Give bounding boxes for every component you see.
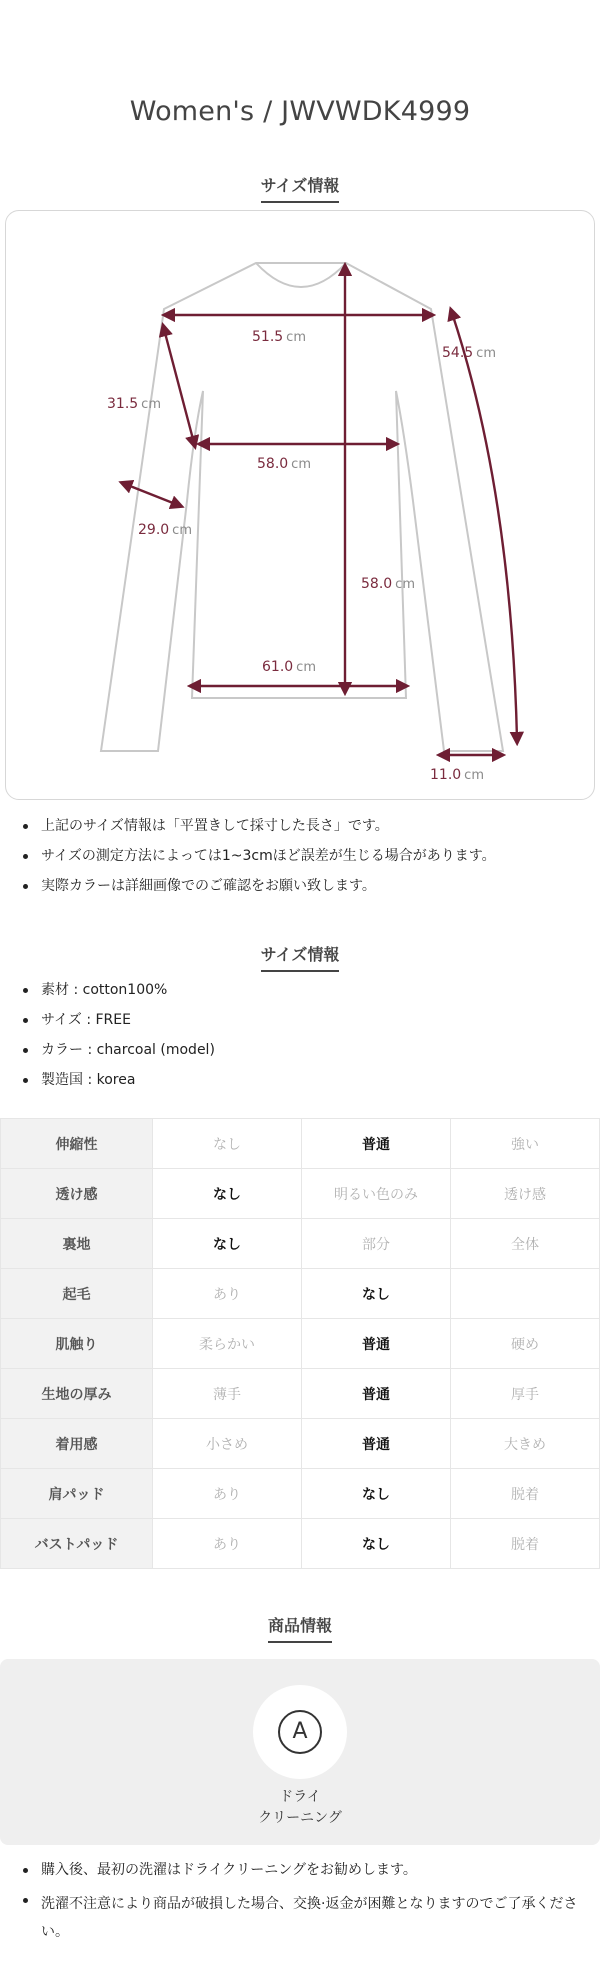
garment-diagram-svg (6, 211, 596, 801)
size-info-heading-text: サイズ情報 (261, 173, 340, 203)
fabric-attributes-table (0, 1118, 600, 1569)
size-info-heading (0, 173, 600, 203)
attribute-option-selected: なし (302, 1469, 451, 1519)
care-label-line1: ドライ (279, 1789, 321, 1805)
body-length-label: 58.0 cm (361, 576, 415, 592)
size-note: サイズの測定方法によっては1~3cmほど誤差が生じる場合があります。 (20, 846, 590, 866)
attribute-label: 起毛 (1, 1269, 153, 1319)
attribute-row (1, 1419, 600, 1469)
attribute-option: あり (153, 1269, 302, 1319)
attribute-label: 肩パッド (1, 1469, 153, 1519)
attribute-label: 裏地 (1, 1219, 153, 1269)
size-note: 上記のサイズ情報は「平置きして採寸した長さ」です。 (20, 816, 590, 836)
measurement-labels (107, 329, 496, 783)
dry-clean-icon: A (278, 1710, 322, 1754)
care-label-line2: クリーニング (258, 1810, 342, 1826)
attribute-row (1, 1369, 600, 1419)
sleeve-width-label: 29.0 cm (138, 522, 192, 538)
page-title: Women's / JWVWDK4999 (129, 96, 471, 127)
attribute-option: 明るい色のみ (302, 1169, 451, 1219)
care-label (0, 1787, 600, 1829)
attribute-row (1, 1119, 600, 1169)
attribute-option: 大きめ (451, 1419, 600, 1469)
spec-item-color: カラー : charcoal (model) (20, 1040, 590, 1060)
hem-label: 61.0 cm (262, 659, 316, 675)
neckline (256, 263, 346, 287)
attribute-option: あり (153, 1519, 302, 1569)
attribute-option: 薄手 (153, 1369, 302, 1419)
size-note: 実際カラーは詳細画像でのご確認をお願い致します。 (20, 876, 590, 896)
attribute-option-selected: なし (302, 1519, 451, 1569)
cuff-label: 11.0 cm (430, 767, 484, 783)
care-instructions-box (0, 1659, 600, 1845)
attribute-option-selected: なし (302, 1269, 451, 1319)
care-icon-circle (253, 1685, 347, 1779)
spec-item-size: サイズ : FREE (20, 1010, 590, 1030)
armhole-line (164, 329, 194, 443)
spec-heading-text: サイズ情報 (261, 942, 340, 972)
attribute-row (1, 1469, 600, 1519)
attribute-option: 硬め (451, 1319, 600, 1369)
attribute-option: 小さめ (153, 1419, 302, 1469)
attribute-row (1, 1219, 600, 1269)
attribute-option: 脱着 (451, 1469, 600, 1519)
sleeve-width-line (125, 484, 178, 505)
attribute-option-selected: 普通 (302, 1119, 451, 1169)
attribute-option-selected: 普通 (302, 1319, 451, 1369)
size-diagram (5, 210, 595, 800)
attribute-option: 強い (451, 1119, 600, 1169)
attribute-option-selected: なし (153, 1169, 302, 1219)
shoulder-width-label: 51.5 cm (252, 329, 306, 345)
attribute-label: 透け感 (1, 1169, 153, 1219)
attribute-option: 厚手 (451, 1369, 600, 1419)
spec-item-material: 素材 : cotton100% (20, 980, 590, 1000)
measurement-lines (125, 269, 517, 755)
attribute-label: バストパッド (1, 1519, 153, 1569)
attribute-option-selected: 普通 (302, 1369, 451, 1419)
attribute-option: 全体 (451, 1219, 600, 1269)
size-notes-list (20, 816, 590, 906)
washing-note: 購入後、最初の洗濯はドライクリーニングをお勧めします。 (20, 1860, 580, 1880)
attribute-option: 部分 (302, 1219, 451, 1269)
product-info-heading (0, 1613, 600, 1643)
total-length-line (452, 313, 517, 739)
product-info-heading-text: 商品情報 (268, 1613, 332, 1643)
attribute-option: あり (153, 1469, 302, 1519)
attribute-label: 肌触り (1, 1319, 153, 1369)
attribute-row (1, 1319, 600, 1369)
attribute-option-selected: 普通 (302, 1419, 451, 1469)
attribute-option: なし (153, 1119, 302, 1169)
total-length-label: 54.5 cm (442, 345, 496, 361)
attribute-label: 生地の厚み (1, 1369, 153, 1419)
attribute-option: 脱着 (451, 1519, 600, 1569)
attribute-option: 透け感 (451, 1169, 600, 1219)
armhole-label: 31.5 cm (107, 396, 161, 412)
attribute-row (1, 1269, 600, 1319)
attribute-option-selected: なし (153, 1219, 302, 1269)
attribute-option: 柔らかい (153, 1319, 302, 1369)
attribute-row (1, 1519, 600, 1569)
attribute-row (1, 1169, 600, 1219)
spec-list (20, 980, 590, 1100)
chest-label: 58.0 cm (257, 456, 311, 472)
spec-heading (0, 942, 600, 972)
attribute-option (451, 1269, 600, 1319)
spec-item-origin: 製造国 : korea (20, 1070, 590, 1090)
washing-notes-list (20, 1860, 580, 1956)
attribute-label: 着用感 (1, 1419, 153, 1469)
washing-note: 洗濯不注意により商品が破損した場合、交換·返金が困難となりますのでご了承ください。 (20, 1890, 580, 1946)
attribute-label: 伸縮性 (1, 1119, 153, 1169)
